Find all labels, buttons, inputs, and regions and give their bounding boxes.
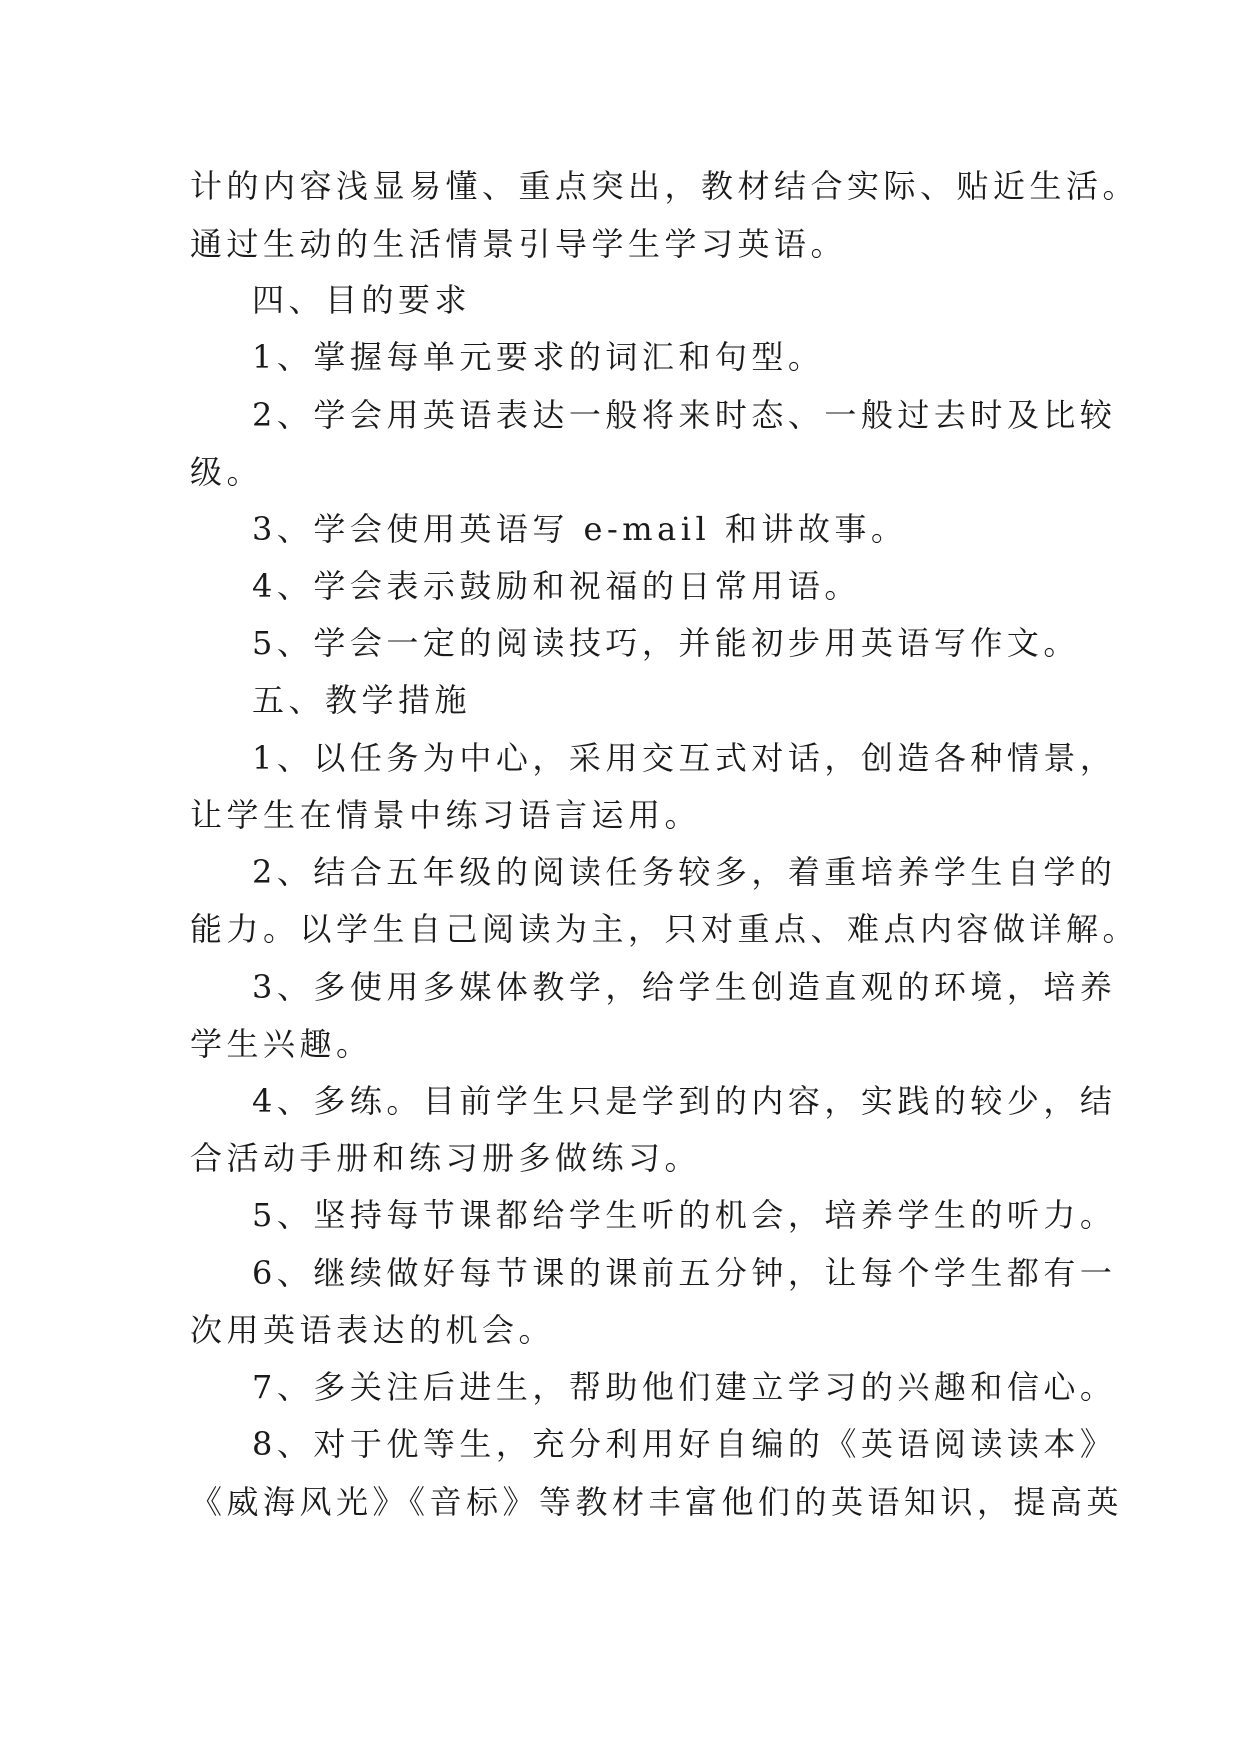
text-line-21: 次用英语表达的机会。 bbox=[190, 1311, 556, 1349]
text-line-22: 7、多关注后进生，帮助他们建立学习的兴趣和信心。 bbox=[252, 1368, 1117, 1406]
text-line-13: 2、结合五年级的阅读任务较多，着重培养学生自学的 bbox=[252, 853, 1117, 891]
text-line-4: 1、掌握每单元要求的词汇和句型。 bbox=[252, 338, 825, 376]
text-line-23: 8、对于优等生，充分利用好自编的《英语阅读读本》 bbox=[252, 1425, 1117, 1463]
text-line-24: 《威海风光》《音标》等教材丰富他们的英语知识，提高英 bbox=[190, 1483, 1124, 1521]
text-line-20: 6、继续做好每节课的课前五分钟，让每个学生都有一 bbox=[252, 1254, 1117, 1292]
text-line-15: 3、多使用多媒体教学，给学生创造直观的环境，培养 bbox=[252, 968, 1117, 1006]
text-line-19: 5、坚持每节课都给学生听的机会，培养学生的听力。 bbox=[252, 1196, 1117, 1234]
section-heading-4: 四、目的要求 bbox=[252, 281, 472, 319]
text-line-7: 3、学会使用英语写 e-mail 和讲故事。 bbox=[252, 510, 908, 548]
section-heading-5: 五、教学措施 bbox=[252, 681, 472, 719]
text-line-11: 1、以任务为中心，采用交互式对话，创造各种情景， bbox=[252, 739, 1117, 777]
text-line-14: 能力。以学生自己阅读为主，只对重点、难点内容做详解。 bbox=[190, 910, 1140, 948]
text-line-2: 通过生动的生活情景引导学生学习英语。 bbox=[190, 225, 848, 263]
text-line-17: 4、多练。目前学生只是学到的内容，实践的较少，结 bbox=[252, 1082, 1117, 1120]
text-line-9: 5、学会一定的阅读技巧，并能初步用英语写作文。 bbox=[252, 624, 1080, 662]
text-line-1: 计的内容浅显易懂、重点突出，教材结合实际、贴近生活。 bbox=[190, 167, 1140, 205]
text-line-6: 级。 bbox=[190, 453, 264, 491]
text-line-5: 2、学会用英语表达一般将来时态、一般过去时及比较 bbox=[252, 396, 1117, 434]
text-line-18: 合活动手册和练习册多做练习。 bbox=[190, 1139, 702, 1177]
text-line-12: 让学生在情景中练习语言运用。 bbox=[190, 796, 702, 834]
text-line-16: 学生兴趣。 bbox=[190, 1025, 373, 1063]
text-line-8: 4、学会表示鼓励和祝福的日常用语。 bbox=[252, 567, 861, 605]
